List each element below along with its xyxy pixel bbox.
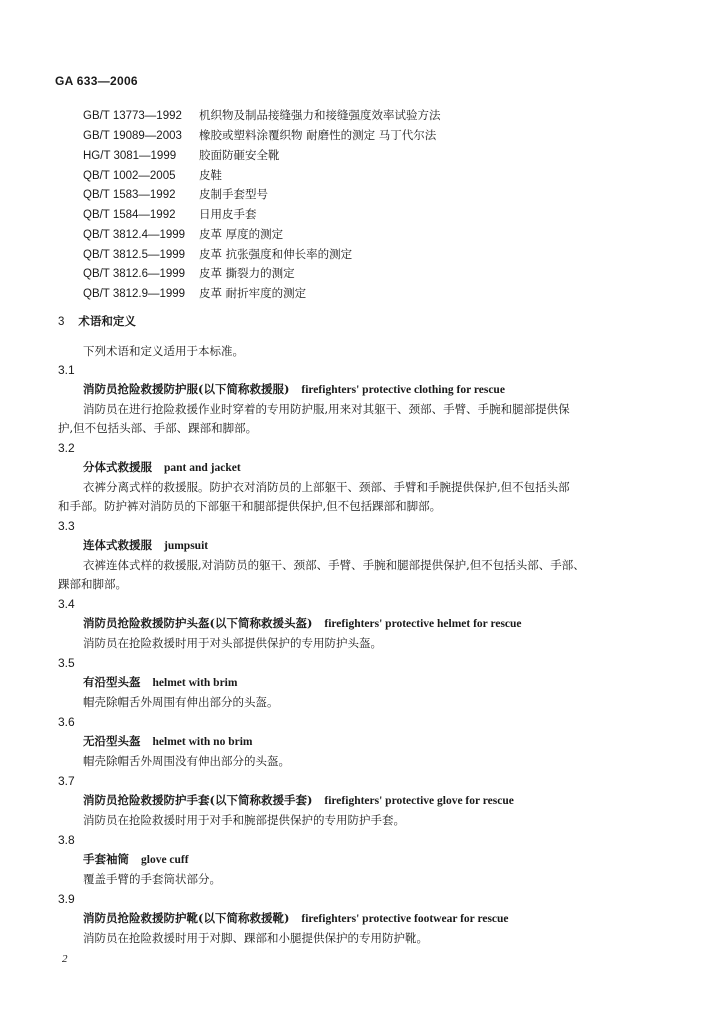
reference-item (83, 227, 283, 242)
reference-code: QB/T 1583—1992 (83, 189, 176, 201)
term-en: firefighters' protective clothing for rescue (301, 384, 505, 396)
term-number: 3.9 (58, 892, 75, 906)
reference-title: 皮制手套型号 (199, 187, 268, 201)
reference-title: 皮革 耐折牢度的测定 (199, 286, 307, 300)
reference-title: 皮鞋 (199, 168, 222, 182)
term-definition: 消防员在抢险救援时用于对脚、踝部和小腿提供保护的专用防护靴。 (83, 931, 428, 945)
page-number: 2 (62, 953, 68, 965)
reference-code: QB/T 3812.9—1999 (83, 288, 186, 300)
section-title: 术语和定义 (78, 314, 136, 328)
term-number: 3.8 (58, 833, 75, 847)
reference-item (83, 128, 436, 143)
term-en: pant and jacket (164, 462, 241, 474)
term-number: 3.1 (58, 363, 75, 377)
reference-title: 橡胶或塑料涂覆织物 耐磨性的测定 马丁代尔法 (199, 128, 437, 142)
term-cn: 消防员抢险救援防护手套(以下简称救援手套) (83, 793, 313, 807)
term-definition-cont: 踝部和脚部。 (58, 577, 127, 591)
reference-item (83, 148, 280, 163)
doc-header: GA 633—2006 (55, 74, 138, 88)
term-cn: 消防员抢险救援防护服(以下简称救援服) (83, 382, 290, 396)
term-heading (83, 382, 505, 397)
term-cn: 分体式救援服 (83, 460, 152, 474)
section-intro: 下列术语和定义适用于本标准。 (83, 344, 244, 358)
term-en: firefighters' protective footwear for rescue (301, 913, 509, 925)
term-heading (83, 460, 241, 475)
term-definition-cont: 和手部。防护裤对消防员的下部躯干和腿部提供保护,但不包括踝部和脚部。 (58, 499, 442, 513)
term-heading (83, 616, 522, 631)
reference-title: 皮革 厚度的测定 (199, 227, 284, 241)
term-number: 3.3 (58, 519, 75, 533)
term-definition: 衣裤分离式样的救援服。防护衣对消防员的上部躯干、颈部、手臂和手腕提供保护,但不包括头部 (83, 480, 570, 494)
term-definition: 帽壳除帽舌外周围没有伸出部分的头盔。 (83, 754, 290, 768)
term-heading (83, 911, 509, 926)
term-definition: 消防员在抢险救援时用于对头部提供保护的专用防护头盔。 (83, 636, 382, 650)
term-en: firefighters' protective glove for rescue (324, 795, 514, 807)
term-heading (83, 852, 189, 867)
reference-item (83, 207, 257, 222)
reference-title: 日用皮手套 (199, 207, 257, 221)
reference-code: GB/T 13773—1992 (83, 110, 182, 122)
term-definition: 消防员在抢险救援时用于对手和腕部提供保护的专用防护手套。 (83, 813, 405, 827)
reference-title: 皮革 抗张强度和伸长率的测定 (199, 247, 353, 261)
reference-title: 机织物及制品接缝强力和接缝强度效率试验方法 (199, 108, 441, 122)
term-heading (83, 734, 252, 749)
reference-code: GB/T 19089—2003 (83, 130, 182, 142)
reference-code: QB/T 3812.4—1999 (83, 229, 186, 241)
term-cn: 无沿型头盔 (83, 734, 141, 748)
term-en: firefighters' protective helmet for rescue (324, 618, 522, 630)
term-number: 3.7 (58, 774, 75, 788)
term-en: jumpsuit (164, 540, 209, 552)
term-definition: 消防员在进行抢险救援作业时穿着的专用防护服,用来对其躯干、颈部、手臂、手腕和腿部提供保 (83, 402, 570, 416)
reference-item (83, 286, 306, 301)
reference-code: QB/T 3812.5—1999 (83, 249, 186, 261)
reference-code: QB/T 3812.6—1999 (83, 268, 186, 280)
term-heading (83, 793, 514, 808)
section-number: 3 (58, 316, 65, 328)
reference-title: 胶面防砸安全靴 (199, 148, 280, 162)
term-number: 3.6 (58, 715, 75, 729)
term-number: 3.5 (58, 656, 75, 670)
reference-code: QB/T 1002—2005 (83, 170, 176, 182)
term-cn: 消防员抢险救援防护头盔(以下简称救援头盔) (83, 616, 313, 630)
reference-item (83, 187, 268, 202)
reference-code: QB/T 1584—1992 (83, 209, 176, 221)
term-en: glove cuff (141, 854, 189, 866)
term-cn: 连体式救援服 (83, 538, 152, 552)
term-cn: 手套袖筒 (83, 852, 129, 866)
term-definition-cont: 护,但不包括头部、手部、踝部和脚部。 (58, 421, 258, 435)
term-en: helmet with no brim (152, 736, 253, 748)
reference-item (83, 266, 295, 281)
term-heading (83, 538, 208, 553)
term-en: helmet with brim (152, 677, 238, 689)
term-definition: 覆盖手臂的手套筒状部分。 (83, 872, 221, 886)
term-cn: 消防员抢险救援防护靴(以下简称救援靴) (83, 911, 290, 925)
term-number: 3.4 (58, 597, 75, 611)
term-definition: 衣裤连体式样的救援服,对消防员的躯干、颈部、手臂、手腕和腿部提供保护,但不包括头部、手部、 (83, 558, 585, 572)
term-cn: 有沿型头盔 (83, 675, 141, 689)
term-definition: 帽壳除帽舌外周围有伸出部分的头盔。 (83, 695, 279, 709)
term-heading (83, 675, 237, 690)
reference-code: HG/T 3081—1999 (83, 150, 177, 162)
reference-item (83, 108, 441, 123)
section-heading (58, 314, 136, 329)
reference-title: 皮革 撕裂力的测定 (199, 266, 295, 280)
reference-item (83, 168, 222, 183)
reference-item (83, 247, 352, 262)
term-number: 3.2 (58, 441, 75, 455)
